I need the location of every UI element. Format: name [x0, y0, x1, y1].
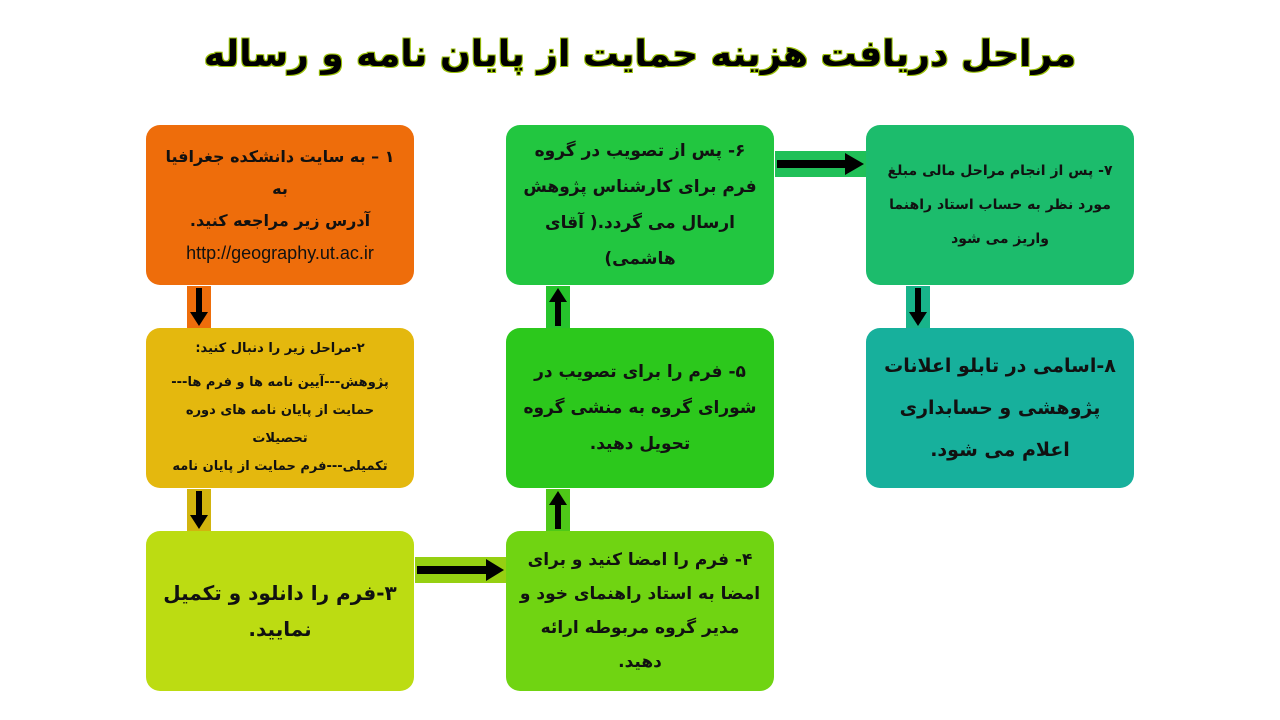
step-5-line-1: ۵- فرم را برای تصویب در: [534, 362, 746, 382]
step-4-box: [506, 531, 774, 691]
step-3-line-1: ۳-فرم را دانلود و تکمیل: [163, 581, 397, 605]
page-title: مراحل دریافت هزینه حمایت از پایان نامه و رساله: [203, 34, 1077, 75]
step-3-box: [146, 531, 414, 691]
step-4-line-2: امضا به استاد راهنمای خود و: [519, 584, 761, 604]
step-5-line-2: شورای گروه به منشی گروه: [523, 398, 757, 418]
step-8-line-3: اعلام می شود.: [930, 439, 1070, 461]
step-2-box: [146, 328, 414, 488]
step-5-box: [506, 328, 774, 488]
step-1-line-2: آدرس زیر مراجعه کنید.: [189, 211, 371, 230]
arrow-down-icon: [909, 288, 927, 326]
step-4-line-3: مدیر گروه مربوطه ارائه دهید.: [540, 618, 740, 672]
step-2-heading: ۲-مراحل زیر را دنبال کنید:: [195, 341, 365, 356]
step-8-box: [866, 328, 1134, 488]
step-3-line-2: نمایید.: [248, 617, 312, 641]
step-6-line-2: فرم برای کارشناس پژوهش: [523, 177, 757, 197]
step-8-line-2: پژوهشی و حسابداری: [899, 397, 1101, 419]
step-6-line-3: ارسال می گردد.( آقای هاشمی): [544, 213, 735, 269]
step-5-line-3: تحویل دهید.: [589, 434, 691, 454]
arrow-right-icon: [417, 559, 504, 581]
step-1-line-1: ۱ – به سایت دانشکده جغرافیا به: [165, 147, 395, 198]
arrow-right-icon: [777, 153, 864, 175]
step-1-box: [146, 125, 414, 285]
arrow-up-icon: [549, 491, 567, 529]
step-6-line-1: ۶- پس از تصویب در گروه: [534, 141, 746, 161]
step-2-line-1: پژوهش---آیین نامه ها و فرم ها---: [171, 375, 389, 390]
step-6-box: [506, 125, 774, 285]
step-1-url[interactable]: http://geography.ut.ac.ir: [186, 243, 374, 263]
step-7-line-2: مورد نظر به حساب استاد راهنما: [889, 197, 1111, 213]
step-7-line-3: واریز می شود: [951, 231, 1049, 247]
arrow-down-icon: [190, 491, 208, 529]
step-4-line-1: ۴- فرم را امضا کنید و برای: [527, 550, 753, 570]
step-2-line-3: تکمیلی---فرم حمایت از پایان نامه: [172, 459, 388, 474]
arrow-up-icon: [549, 288, 567, 326]
step-8-line-1: ۸-اسامی در تابلو اعلانات: [884, 355, 1116, 377]
step-7-line-1: ۷- پس از انجام مراحل مالی مبلغ: [887, 163, 1113, 179]
step-2-line-2: حمایت از پایان نامه های دوره تحصیلات: [185, 403, 375, 446]
step-7-box: [866, 125, 1134, 285]
arrow-down-icon: [190, 288, 208, 326]
